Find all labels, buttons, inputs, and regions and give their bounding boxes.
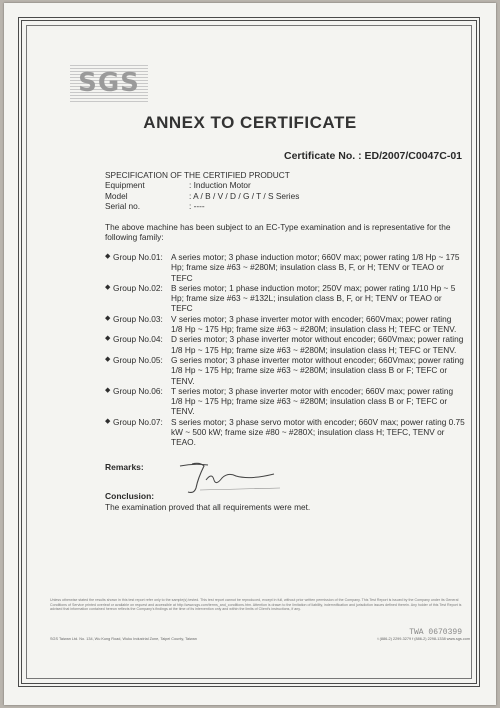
bullet-icon: ◆ — [105, 386, 111, 394]
spec-heading: SPECIFICATION OF THE CERTIFIED PRODUCT — [105, 170, 290, 180]
footer-address: SGS Taiwan Ltd. No. 134, Wu Kung Road, Wuku Industrial Zone, Taipei County, Taiwan — [50, 637, 197, 641]
group-item — [105, 314, 465, 335]
serial-stamp: TWA 0670399 — [409, 628, 462, 637]
spec-value: : A / B / V / D / G / T / S Series — [189, 190, 300, 201]
spec-section — [105, 170, 299, 211]
bullet-icon: ◆ — [105, 355, 111, 363]
spec-row — [105, 201, 299, 211]
group-desc: B series motor; 1 phase induction motor; 250V max; power rating 1/10 Hp ~ 5 Hp; frame size #63 ~ #132L; insulation class B, F, or H; TENV or TEAO or TEFC — [171, 282, 456, 314]
bullet-icon: ◆ — [105, 283, 111, 291]
bullet-icon: ◆ — [105, 314, 111, 322]
spec-row — [105, 191, 299, 201]
group-label: Group No.07: — [113, 416, 163, 427]
group-desc: T series motor; 3 phase inverter motor with encoder; 660V max; power rating 1/8 Hp ~ 175 Hp; frame size #63 ~ #280M; insulation class B or F; TEFC or TENV. — [171, 385, 454, 417]
fine-print: Unless otherwise stated the results shown in this test report refer only to the sample(s) tested. This test report cannot be reproduced, except in full, without prior written permission of the Company. This Test Report is issued by the Company under its General Conditions of Service printed overleaf or available on request and accessible at http://www.sgs.com/terms_and_conditions.htm. Attention is drawn to the limitation of liability, indemnification and jurisdiction issues defined therein. Any holder of this Test Report is advised that information contained hereon reflects the Company's findings at the time of its intervention only and within the limits of Client's instructions, if any. — [50, 598, 462, 611]
bullet-icon: ◆ — [105, 417, 111, 425]
group-list — [105, 252, 465, 448]
spec-label: Model — [105, 190, 128, 201]
group-desc: S series motor; 3 phase servo motor with encoder; 660V max; power rating 0.75 kW ~ 500 kW; frame size #80 ~ #280X; insulation class H; TEFC, TENV or TEAO. — [171, 416, 465, 448]
intro-text: The above machine has been subject to an EC-Type examination and is representative for the following family: — [105, 222, 451, 243]
bullet-icon: ◆ — [105, 335, 111, 343]
page-title: ANNEX TO CERTIFICATE — [143, 113, 357, 132]
bullet-icon: ◆ — [105, 253, 111, 260]
remarks-label: Remarks: — [105, 462, 144, 472]
group-label: Group No.04: — [113, 334, 163, 345]
group-desc: D series motor; 3 phase inverter motor without encoder; 660Vmax; power rating 1/8 Hp ~ 175 Hp; frame size #63 ~ #280M; insulation class H; TEFC or TENV. — [171, 334, 464, 355]
group-desc: G series motor; 3 phase inverter motor without encoder; 660Vmax; power rating 1/8 Hp ~ 175 Hp; frame size #63 ~ #280M; insulation class B or F; TEFC or TENV. — [171, 354, 464, 386]
conclusion-label: Conclusion: — [105, 491, 155, 501]
spec-value: : ---- — [189, 200, 205, 211]
group-desc: V series motor; 3 phase inverter motor with encoder; 660Vmax; power rating 1/8 Hp ~ 175 Hp; frame size #63 ~ #280M; insulation class H; TEFC or TENV. — [171, 313, 457, 335]
spec-label: Equipment — [105, 180, 145, 191]
group-item — [105, 283, 465, 314]
spec-label: Serial no. — [105, 200, 141, 211]
group-item — [105, 417, 465, 448]
group-label: Group No.02: — [113, 282, 163, 293]
conclusion-text: The examination proved that all requirements were met. — [105, 502, 311, 512]
group-item — [105, 355, 465, 386]
footer — [50, 637, 470, 642]
group-desc: A series motor; 3 phase induction motor; 660V max; power rating 1/8 Hp ~ 175 Hp; frame size #63 ~ #280M; insulation class B, F, or H; TENV or TEAO or TEFC — [171, 252, 460, 283]
signature — [170, 458, 280, 498]
spec-row — [105, 180, 299, 190]
group-item — [105, 386, 465, 417]
footer-contact: t (886-2) 2299-3279 f (886-2) 2298-1338 www.sgs.com — [377, 637, 470, 641]
group-label: Group No.01: — [113, 252, 163, 262]
group-item — [105, 252, 465, 283]
group-label: Group No.05: — [113, 354, 163, 365]
group-label: Group No.03: — [113, 313, 163, 324]
certificate-number: Certificate No. : ED/2007/C0047C-01 — [284, 150, 462, 162]
group-label: Group No.06: — [113, 385, 163, 396]
sgs-logo: SGS — [70, 64, 148, 102]
group-item — [105, 334, 465, 355]
spec-value: : Induction Motor — [189, 180, 251, 191]
